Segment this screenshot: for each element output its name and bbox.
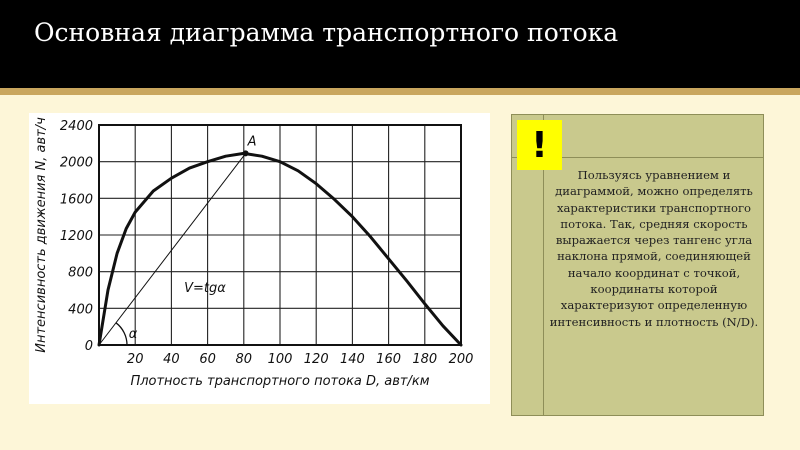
y-tick-label: 2400 — [59, 119, 93, 134]
x-tick-label: 200 — [448, 352, 474, 367]
x-tick-label: 40 — [163, 352, 180, 367]
y-tick-label: 0 — [84, 339, 93, 354]
note-text: Пользуясь уравнением и диаграммой, можно определять характеристики транспортного потока. Так, средняя скорость выражается через тангенс угла наклона прямой, соединяющей начало координат с точкой, координаты которой характеризуют определенную интенсивность и плотность (N/D). — [549, 168, 759, 329]
x-tick-label: 60 — [199, 352, 216, 367]
note-panel — [511, 114, 764, 416]
y-axis-title: Интенсивность движения N, авт/ч — [34, 117, 49, 353]
y-tick-label: 800 — [68, 265, 93, 281]
slide-title: Основная диаграмма транспортного потока — [34, 18, 619, 47]
x-tick-label: 180 — [412, 352, 438, 367]
slide-header — [0, 0, 800, 88]
formula-label: V=tgα — [184, 280, 226, 296]
y-tick-label: 2000 — [59, 155, 93, 171]
angle-arc — [116, 323, 127, 345]
x-tick-label: 140 — [339, 352, 365, 367]
x-axis-title: Плотность транспортного потока D, авт/км — [130, 374, 430, 389]
header-accent-rule — [0, 88, 800, 95]
angle-label: α — [128, 327, 138, 342]
x-tick-label: 80 — [235, 352, 253, 367]
y-tick-label: 1600 — [59, 192, 93, 208]
point-a-marker — [243, 150, 249, 156]
exclamation-icon: ! — [517, 120, 562, 170]
traffic-flow-chart — [29, 113, 490, 404]
x-tick-label: 100 — [267, 352, 293, 367]
x-tick-label: 160 — [376, 352, 402, 367]
x-tick-label: 20 — [126, 352, 144, 367]
point-a-label: A — [247, 134, 257, 150]
chart-canvas — [29, 113, 490, 404]
y-tick-label: 400 — [68, 302, 93, 318]
y-tick-label: 1200 — [59, 229, 93, 244]
x-tick-label: 120 — [303, 352, 329, 367]
tangent-line — [99, 153, 246, 345]
